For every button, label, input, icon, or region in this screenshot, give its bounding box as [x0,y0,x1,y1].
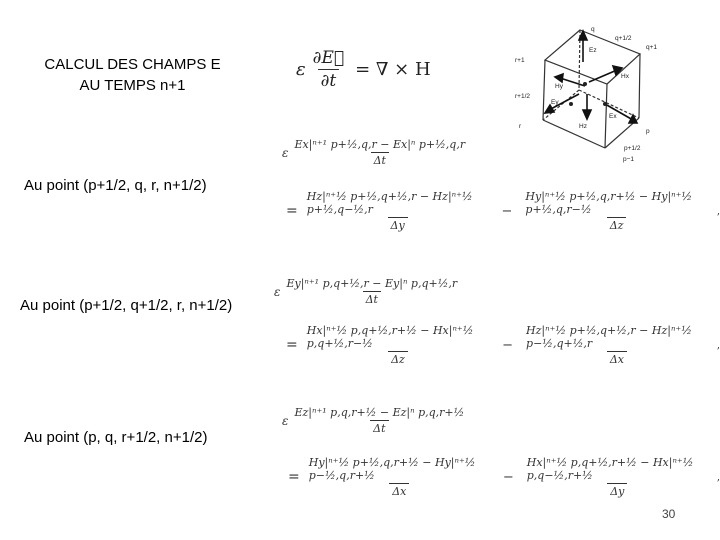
label-q: q [591,26,595,33]
eq3-rhs2-numerator: Hx|ⁿ⁺½ p,q+½,r+½ − Hx|ⁿ⁺½ p,q−½,r+½ [526,456,694,482]
label-r-plus-1: r+1 [515,57,525,64]
eq3-lhs-fraction [291,406,467,435]
label-p-minus-1: p−1 [623,156,635,163]
label-r: r [519,123,522,130]
eq2-rhs2-denominator: Δx [607,351,627,366]
maxwell-equation [296,48,431,91]
eq3-rhs1-numerator: Hy|ⁿ⁺½ p+½,q,r+½ − Hy|ⁿ⁺½ p−½,q,r+½ [308,456,476,482]
eq1-equals: = [286,203,298,219]
eq1-lhs-numerator: Ex|ⁿ⁺¹ p+½,q,r − Ex|ⁿ p+½,q,r [294,138,466,151]
eq3-rhs-fraction-1 [306,456,493,498]
eq1-label: Au point (p+1/2, q, r, n+1/2) [24,177,207,194]
eq2-minus: − [502,337,514,353]
eq1-lhs-fraction [291,138,468,167]
label-hz: Hz [579,123,587,130]
eq1-epsilon: ε [282,145,289,160]
eq1-rhs [286,190,720,232]
maxwell-rhs: = ∇ × H [355,59,431,80]
label-q-plus-1: q+1 [646,44,658,51]
eq3-epsilon: ε [282,413,289,428]
title-line-2: AU TEMPS n+1 [79,77,186,94]
page-number: 30 [662,507,676,521]
eq1-rhs-fraction-1 [304,190,492,232]
maxwell-epsilon: ε [296,59,306,80]
yee-cell-diagram [505,22,690,163]
eq1-rhs1-denominator: Δy [388,217,408,232]
eq2-rhs1-denominator: Δz [388,351,408,366]
hy-arrow [560,78,585,86]
eq2-label: Au point (p+1/2, q+1/2, r, n+1/2) [20,297,233,314]
label-ey: Ey [551,99,559,106]
label-hy: Hy [555,83,563,90]
eq2-rhs-fraction-1 [304,324,492,366]
eq3-lhs [282,406,467,435]
label-p: p [646,128,650,135]
eq1-rhs2-denominator: Δz [607,217,627,232]
eq2-rhs2-numerator: Hz|ⁿ⁺½ p+½,q+½,r − Hz|ⁿ⁺½ p−½,q+½,r [526,324,692,350]
title-line-1: CALCUL DES CHAMPS E [44,56,221,73]
label-ez: Ez [589,47,597,54]
eq1-minus: − [501,203,513,219]
maxwell-fraction [310,48,347,91]
eq2-rhs1-numerator: Hx|ⁿ⁺½ p,q+½,r+½ − Hx|ⁿ⁺½ p,q+½,r−½ [306,324,474,350]
eq1-rhs2-numerator: Hy|ⁿ⁺½ p+½,q,r+½ − Hy|ⁿ⁺½ p+½,q,r−½ [525,190,693,216]
eq3-minus: − [502,469,514,485]
label-q-plus-half: q+1/2 [615,35,632,42]
eq2-equals: = [286,337,298,353]
eq3-rhs [288,456,720,498]
eq3-rhs-fraction-2 [524,456,711,498]
eq3-lhs-numerator: Ez|ⁿ⁺¹ p,q,r+½ − Ez|ⁿ p,q,r+½ [294,406,465,419]
eq2-epsilon: ε [274,284,281,299]
eq3-comma: , [716,471,720,483]
slide-title [20,54,245,96]
eq2-lhs-numerator: Ey|ⁿ⁺¹ p,q+½,r − Ey|ⁿ p,q+½,r [286,277,458,290]
eq3-equals: = [288,469,300,485]
eq1-rhs-fraction-2 [522,190,710,232]
maxwell-numerator: ∂E⃗ [312,48,345,68]
maxwell-denominator: ∂t [318,69,340,91]
eq3-label: Au point (p, q, r+1/2, n+1/2) [24,429,208,446]
eq2-comma: , [716,339,720,351]
eq2-lhs-denominator: Δt [363,291,381,306]
eq3-rhs2-denominator: Δy [607,483,627,498]
eq1-lhs-denominator: Δt [371,152,389,167]
label-ex: Ex [609,113,617,120]
eq3-rhs1-denominator: Δx [389,483,409,498]
eq1-comma: , [716,205,720,217]
hx-arrow [589,70,617,82]
label-r-plus-half: r+1/2 [515,93,530,100]
label-p-plus-half: p+1/2 [624,145,641,152]
eq2-rhs-fraction-2 [523,324,711,366]
eq3-lhs-denominator: Δt [370,420,388,435]
eq2-lhs-fraction [283,277,460,306]
label-hx: Hx [621,73,629,80]
eq1-lhs [282,138,468,167]
eq1-rhs1-numerator: Hz|ⁿ⁺½ p+½,q+½,r − Hz|ⁿ⁺½ p+½,q−½,r [306,190,473,216]
eq2-lhs [274,277,460,306]
eq2-rhs [286,324,720,366]
